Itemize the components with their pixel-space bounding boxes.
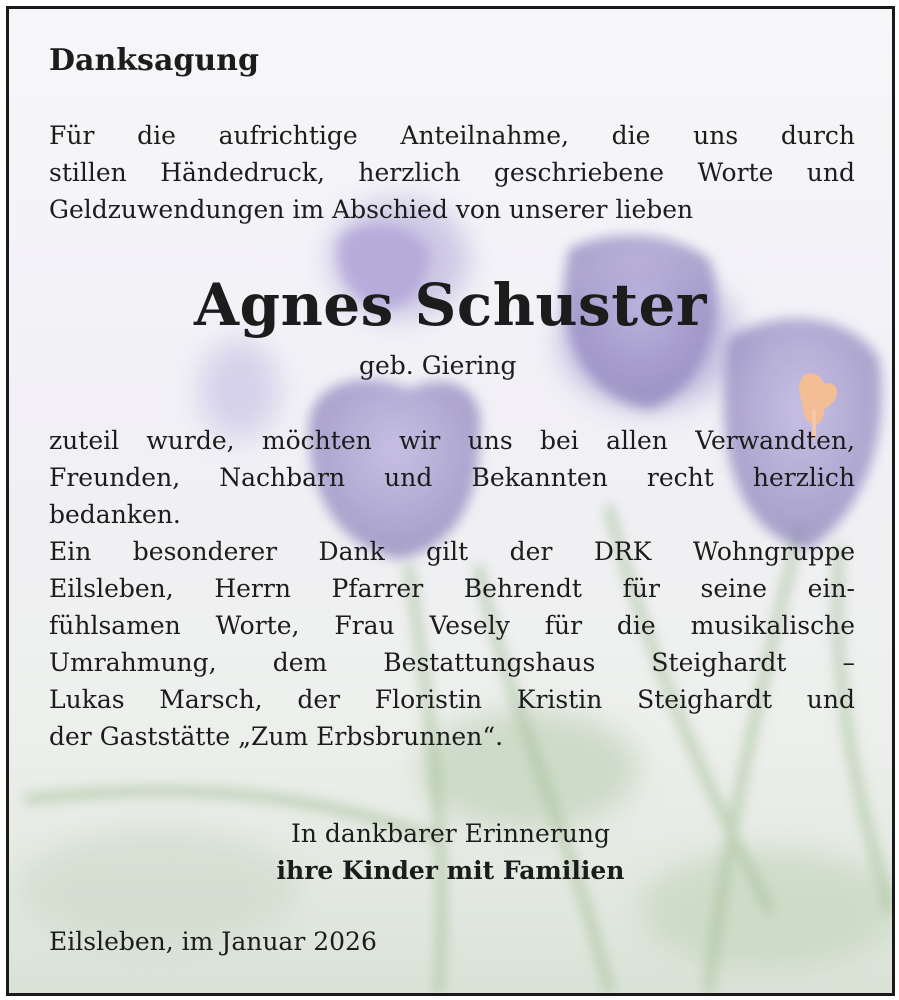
body-line: Ein besonderer Dank gilt der DRK Wohngruppe: [49, 537, 855, 566]
intro-line: stillen Händedruck, herzlich geschriebene Worte und: [49, 158, 855, 187]
deceased-name: Agnes Schuster: [194, 271, 707, 339]
body-line: Eilsleben, Herrn Pfarrer Behrendt für seine ein-: [49, 574, 855, 603]
intro-line: Für die aufrichtige Anteilnahme, die uns durch: [49, 121, 855, 150]
body-line: Lukas Marsch, der Floristin Kristin Steighardt und: [49, 685, 855, 714]
body-line: bedanken.: [49, 500, 181, 529]
place-date: Eilsleben, im Januar 2026: [49, 927, 377, 956]
body-line: Umrahmung, dem Bestattungshaus Steighardt –: [49, 648, 855, 677]
birth-name: geb. Giering: [359, 351, 517, 380]
body-line: der Gaststätte „Zum Erbsbrunnen“.: [49, 722, 504, 751]
signature-line-1: In dankbarer Erinnerung: [291, 819, 610, 848]
obituary-notice: [6, 6, 895, 996]
intro-paragraph: [49, 117, 855, 228]
intro-line: Geldzuwendungen im Abschied von unserer lieben: [49, 195, 694, 224]
body-line: zuteil wurde, möchten wir uns bei allen Verwandten,: [49, 426, 855, 455]
body-line: fühlsamen Worte, Frau Vesely für die musikalische: [49, 611, 855, 640]
body-paragraph: [49, 422, 855, 755]
signature-line-2: ihre Kinder mit Familien: [276, 856, 625, 885]
heading: Danksagung: [49, 43, 259, 78]
body-line: Freunden, Nachbarn und Bekannten recht herzlich: [49, 463, 855, 492]
